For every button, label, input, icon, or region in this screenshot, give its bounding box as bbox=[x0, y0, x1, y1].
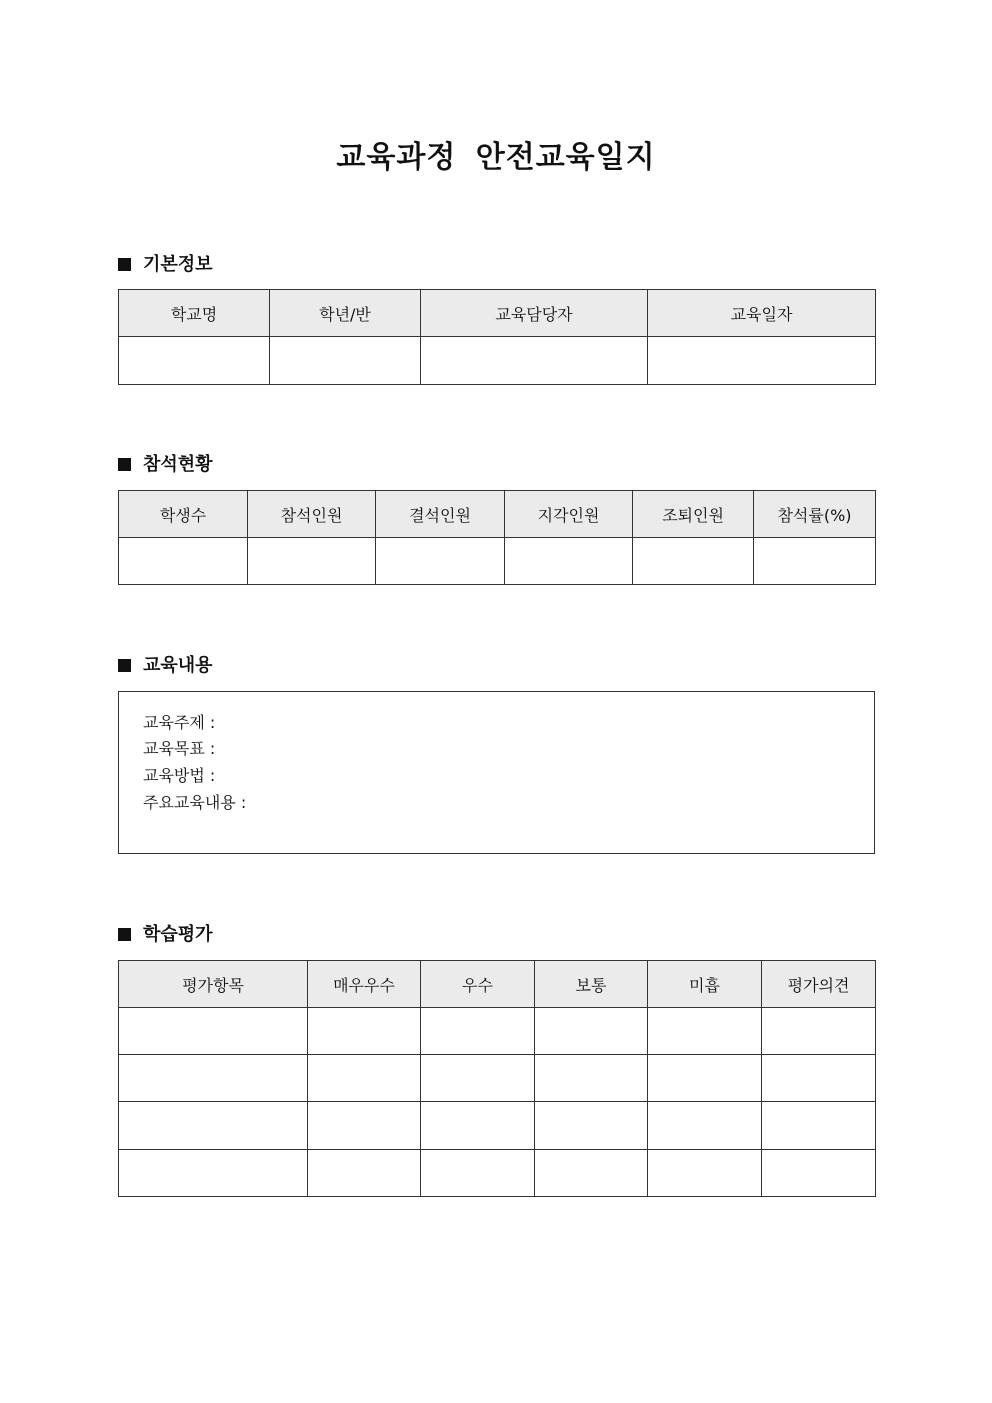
table-row bbox=[119, 538, 876, 585]
good-cell[interactable] bbox=[421, 1150, 535, 1197]
content-method-label: 교육방법 : bbox=[143, 766, 216, 785]
header-poor: 미흡 bbox=[648, 961, 762, 1008]
section-title: 참석현황 bbox=[143, 454, 213, 475]
header-late: 지각인원 bbox=[505, 491, 633, 538]
eval-item-cell[interactable] bbox=[119, 1102, 308, 1150]
student-count-cell[interactable] bbox=[119, 538, 248, 585]
section-title: 교육내용 bbox=[143, 655, 213, 676]
header-grade-class: 학년/반 bbox=[270, 290, 421, 337]
document-title: 교육과정 안전교육일지 bbox=[336, 140, 656, 175]
header-absent: 결석인원 bbox=[376, 491, 505, 538]
eval-item-cell[interactable] bbox=[119, 1008, 308, 1055]
section-heading-content bbox=[118, 653, 213, 679]
average-cell[interactable] bbox=[535, 1055, 648, 1102]
opinion-cell[interactable] bbox=[762, 1055, 876, 1102]
opinion-cell[interactable] bbox=[762, 1150, 876, 1197]
header-student-count: 학생수 bbox=[119, 491, 248, 538]
square-bullet-icon bbox=[118, 659, 131, 672]
opinion-cell[interactable] bbox=[762, 1102, 876, 1150]
header-attendance-rate: 참석률(%) bbox=[754, 491, 876, 538]
late-cell[interactable] bbox=[505, 538, 633, 585]
absent-cell[interactable] bbox=[376, 538, 505, 585]
average-cell[interactable] bbox=[535, 1008, 648, 1055]
excellent-cell[interactable] bbox=[308, 1008, 421, 1055]
header-early-leave: 조퇴인원 bbox=[633, 491, 754, 538]
good-cell[interactable] bbox=[421, 1102, 535, 1150]
table-header-row bbox=[119, 961, 876, 1008]
poor-cell[interactable] bbox=[648, 1150, 762, 1197]
good-cell[interactable] bbox=[421, 1008, 535, 1055]
header-eval-item: 평가항목 bbox=[119, 961, 308, 1008]
poor-cell[interactable] bbox=[648, 1055, 762, 1102]
opinion-cell[interactable] bbox=[762, 1008, 876, 1055]
instructor-cell[interactable] bbox=[421, 337, 648, 385]
attendance-rate-cell[interactable] bbox=[754, 538, 876, 585]
table-row bbox=[119, 1150, 876, 1197]
date-cell[interactable] bbox=[648, 337, 876, 385]
attendance-table bbox=[118, 490, 876, 585]
table-row bbox=[119, 1008, 876, 1055]
square-bullet-icon bbox=[118, 928, 131, 941]
header-date: 교육일자 bbox=[648, 290, 876, 337]
table-row bbox=[119, 1055, 876, 1102]
school-name-cell[interactable] bbox=[119, 337, 270, 385]
header-school-name: 학교명 bbox=[119, 290, 270, 337]
section-heading-evaluation bbox=[118, 922, 213, 948]
table-row bbox=[119, 1102, 876, 1150]
table-row bbox=[119, 337, 876, 385]
average-cell[interactable] bbox=[535, 1102, 648, 1150]
section-heading-basic-info bbox=[118, 252, 213, 278]
header-instructor: 교육담당자 bbox=[421, 290, 648, 337]
education-content-box[interactable] bbox=[118, 691, 875, 854]
basic-info-table bbox=[118, 289, 876, 385]
section-title: 기본정보 bbox=[143, 254, 213, 275]
early-leave-cell[interactable] bbox=[633, 538, 754, 585]
eval-item-cell[interactable] bbox=[119, 1150, 308, 1197]
content-topic-label: 교육주제 : bbox=[143, 713, 216, 732]
table-header-row bbox=[119, 491, 876, 538]
grade-class-cell[interactable] bbox=[270, 337, 421, 385]
header-average: 보통 bbox=[535, 961, 648, 1008]
average-cell[interactable] bbox=[535, 1150, 648, 1197]
poor-cell[interactable] bbox=[648, 1008, 762, 1055]
present-cell[interactable] bbox=[248, 538, 376, 585]
header-present: 참석인원 bbox=[248, 491, 376, 538]
good-cell[interactable] bbox=[421, 1055, 535, 1102]
table-header-row bbox=[119, 290, 876, 337]
content-goal-label: 교육목표 : bbox=[143, 739, 216, 758]
section-title: 학습평가 bbox=[143, 924, 213, 945]
excellent-cell[interactable] bbox=[308, 1055, 421, 1102]
section-heading-attendance bbox=[118, 452, 213, 478]
excellent-cell[interactable] bbox=[308, 1102, 421, 1150]
excellent-cell[interactable] bbox=[308, 1150, 421, 1197]
square-bullet-icon bbox=[118, 458, 131, 471]
square-bullet-icon bbox=[118, 258, 131, 271]
header-good: 우수 bbox=[421, 961, 535, 1008]
header-opinion: 평가의견 bbox=[762, 961, 876, 1008]
eval-item-cell[interactable] bbox=[119, 1055, 308, 1102]
header-excellent: 매우우수 bbox=[308, 961, 421, 1008]
poor-cell[interactable] bbox=[648, 1102, 762, 1150]
content-main-label: 주요교육내용 : bbox=[143, 793, 247, 812]
evaluation-table bbox=[118, 960, 876, 1197]
